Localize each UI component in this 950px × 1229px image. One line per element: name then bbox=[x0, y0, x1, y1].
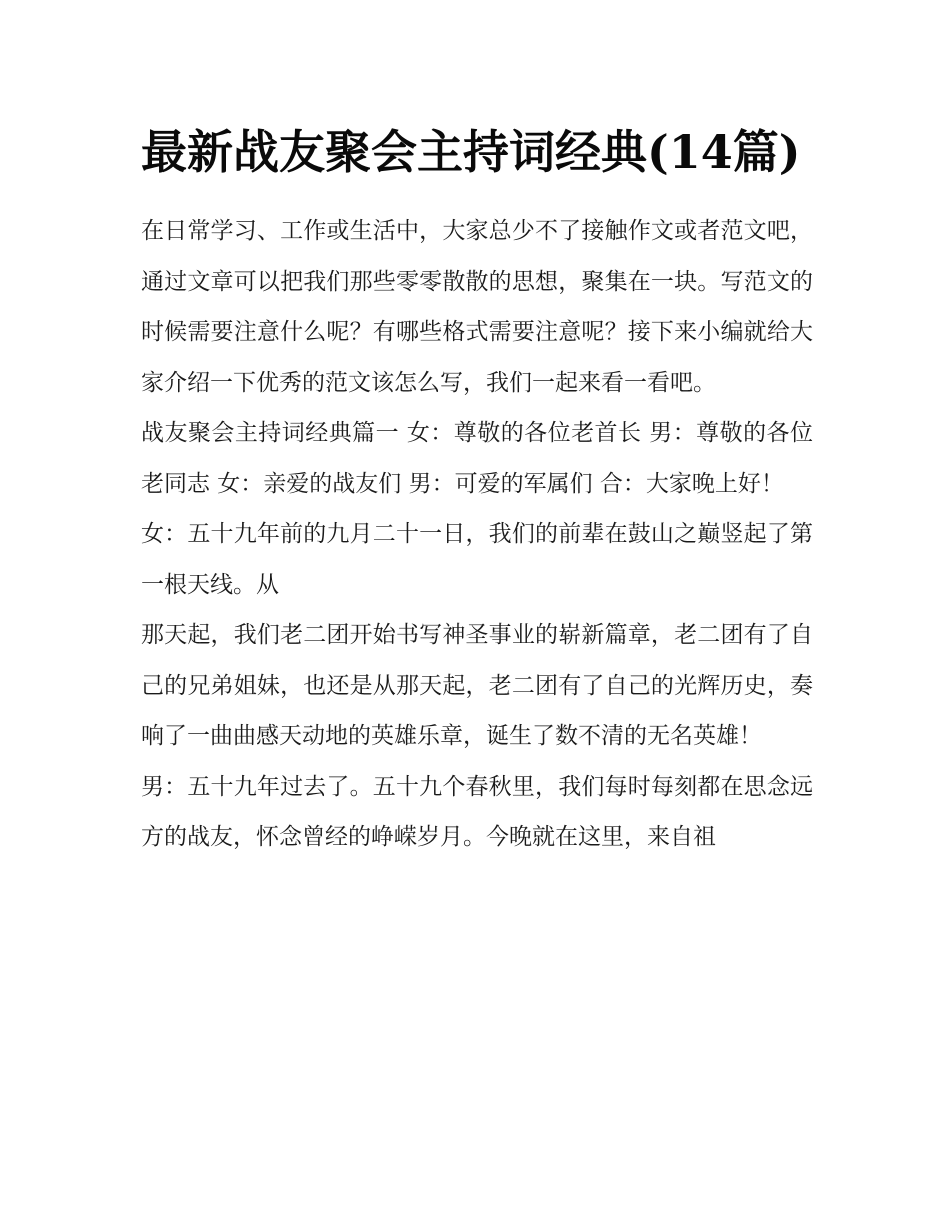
document-body bbox=[141, 112, 813, 863]
opening-dialogue-paragraph: 战友聚会主持词经典篇一 女：尊敬的各位老首长 男：尊敬的各位老同志 女：亲爱的战友们 男：可爱的军属们 合：大家晚上好！ bbox=[141, 420, 813, 497]
intro-paragraph: 在日常学习、工作或生活中，大家总少不了接触作文或者范文吧，通过文章可以把我们那些零零散散的思想，聚集在一块。写范文的时候需要注意什么呢？有哪些格式需要注意呢？接下来小编就给大家介绍一下优秀的范文该怎么写，我们一起来看一看吧。 bbox=[141, 218, 813, 396]
history-paragraph: 那天起，我们老二团开始书写神圣事业的崭新篇章，老二团有了自己的兄弟姐妹，也还是从那天起，老二团有了自己的光辉历史，奏响了一曲曲感天动地的英雄乐章，诞生了数不清的无名英雄！ bbox=[141, 622, 813, 749]
female-host-paragraph: 女：五十九年前的九月二十一日，我们的前辈在鼓山之巅竖起了第一根天线。从 bbox=[141, 521, 813, 598]
document-title: 最新战友聚会主持词经典(14篇) bbox=[141, 125, 801, 179]
male-host-paragraph: 男：五十九年过去了。五十九个春秋里，我们每时每刻都在思念远方的战友，怀念曾经的峥嵘岁月。今晚就在这里，来自祖 bbox=[141, 773, 813, 850]
